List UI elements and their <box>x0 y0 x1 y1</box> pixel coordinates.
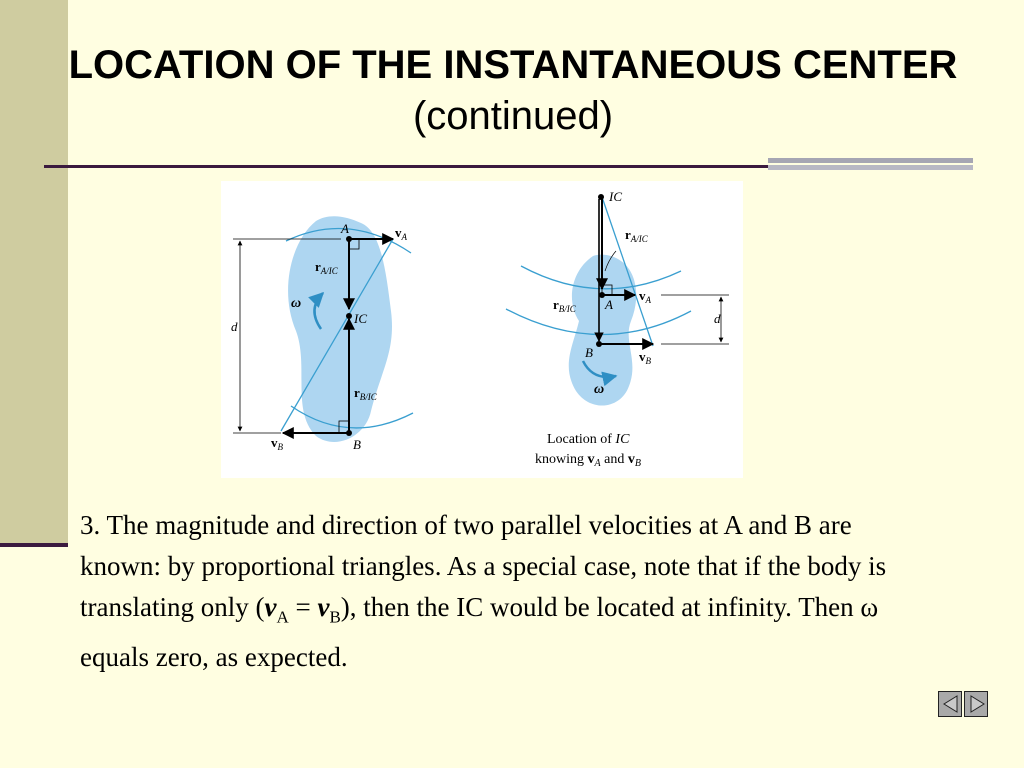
triangle-left-icon <box>941 694 961 714</box>
right-label-A: A <box>605 297 613 312</box>
left-label-rBIC-sub: B/IC <box>359 392 377 402</box>
title-accent-bars <box>768 158 973 178</box>
triangle-right-icon <box>967 694 987 714</box>
svg-text:vA <box>639 288 652 305</box>
body-vA: v <box>264 592 277 622</box>
right-label-vB-sub: B <box>645 356 651 366</box>
right-label-rBIC-sub: B/IC <box>558 304 576 314</box>
right-point-B <box>596 341 602 347</box>
left-label-IC: IC <box>354 311 367 326</box>
left-label-vB: v <box>271 435 278 450</box>
left-point-B <box>346 430 352 436</box>
left-label-A: A <box>341 221 349 236</box>
right-label-rAIC-sub: A/IC <box>630 234 648 244</box>
right-point-IC <box>598 194 604 200</box>
right-label-vA: v <box>639 288 646 303</box>
left-label-rBIC: r <box>354 385 360 400</box>
body-vA-sub: A <box>276 607 289 627</box>
left-label-d: d <box>231 319 238 334</box>
body-part2: ), then the IC would be located at infinity. Then ω equals zero, as expected. <box>80 592 879 673</box>
left-label-B: B <box>353 437 361 452</box>
left-label-rAIC: r <box>315 259 321 274</box>
body-part1: 3. The magnitude and direction of two parallel velocities at A and B are known: by proportional triangles. As a special case, note that if the body is translating only ( <box>80 510 887 622</box>
right-label-d: d <box>714 311 721 326</box>
left-label-vA-sub: A <box>401 232 407 242</box>
body-vB: v <box>317 592 330 622</box>
left-point-A <box>346 236 352 242</box>
slide-navigation <box>938 691 990 717</box>
right-diagram <box>506 189 729 469</box>
body-paragraph <box>80 505 910 678</box>
right-label-IC: IC <box>609 189 622 204</box>
title-bold: LOCATION OF THE INSTANTANEOUS CENTER <box>68 43 958 87</box>
right-caption-line2: knowing $v_A$ and $v_B$ <box>535 452 641 469</box>
svg-text:rA/IC <box>625 227 649 244</box>
title-continued: (continued) <box>412 94 614 138</box>
body-vB-sub: B <box>329 607 341 627</box>
body-equals: = <box>288 592 318 622</box>
left-label-vB-sub: B <box>277 442 283 452</box>
right-label-rAIC: r <box>625 227 631 242</box>
previous-slide-button[interactable] <box>938 691 962 717</box>
left-label-rAIC-sub: A/IC <box>320 266 338 276</box>
left-diagram <box>231 216 413 452</box>
left-band-rule <box>0 543 68 547</box>
right-label-vB: v <box>639 349 646 364</box>
right-label-rBIC: r <box>553 297 559 312</box>
svg-text:vB <box>639 349 652 366</box>
right-label-omega: ω <box>594 382 605 397</box>
next-slide-button[interactable] <box>964 691 988 717</box>
left-point-IC <box>346 313 352 319</box>
left-label-omega: ω <box>291 296 302 311</box>
instantaneous-center-figure <box>221 181 743 478</box>
slide-title <box>68 40 958 142</box>
right-caption-line1: Location of IC <box>547 432 630 447</box>
svg-text:vA <box>395 225 408 242</box>
figure-svg <box>221 181 743 478</box>
right-label-vA-sub: A <box>645 295 651 305</box>
svg-text:vB <box>271 435 284 452</box>
left-label-vA: v <box>395 225 402 240</box>
right-label-B: B <box>585 345 593 360</box>
left-decorative-band <box>0 0 68 545</box>
